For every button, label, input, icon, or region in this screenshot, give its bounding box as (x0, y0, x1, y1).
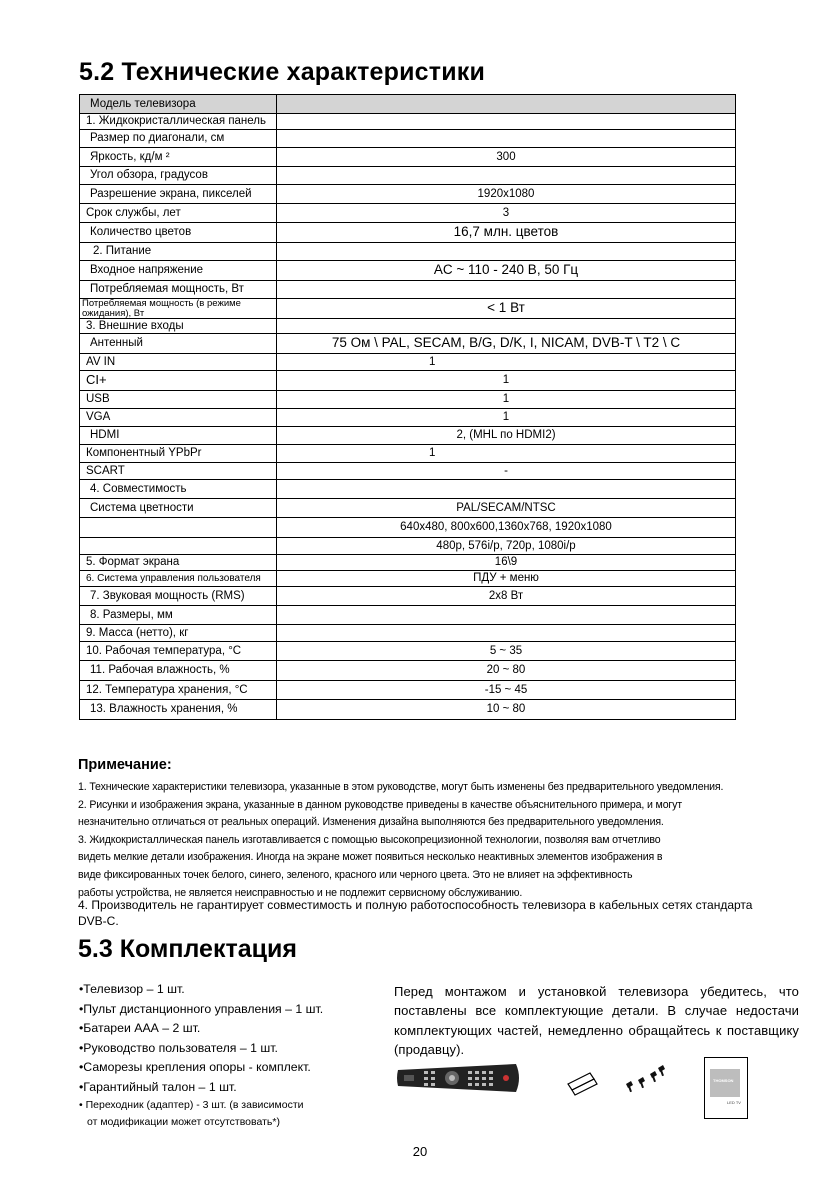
batteries-image (565, 1068, 601, 1096)
spec-value: PAL/SECAM/NTSC (277, 499, 736, 518)
note-line: видеть мелкие детали изображения. Иногда на экране может появиться несколько неактивных элементов изображения в (78, 851, 663, 864)
spec-row (80, 661, 736, 681)
spec-label: Срок службы, лет (80, 204, 277, 223)
spec-value: ПДУ + меню (277, 571, 736, 587)
spec-label: Модель телевизора (80, 95, 277, 114)
spec-label: 10. Рабочая температура, °C (80, 642, 277, 661)
spec-row (80, 95, 736, 114)
spec-label: USB (80, 391, 277, 409)
spec-label: HDMI (80, 427, 277, 445)
spec-row (80, 427, 736, 445)
spec-value: 2x8 Вт (277, 587, 736, 606)
spec-row (80, 371, 736, 391)
kit-item: •Батареи ААА – 2 шт. (79, 1021, 201, 1035)
spec-value: 1 (277, 371, 736, 391)
spec-label: Количество цветов (80, 223, 277, 243)
spec-row (80, 409, 736, 427)
kit-item: •Саморезы крепления опоры - комплект. (79, 1060, 311, 1074)
kit-item-adapter-note: от модификации может отсутствовать*) (87, 1116, 280, 1128)
spec-value: 5 ~ 35 (277, 642, 736, 661)
spec-row (80, 261, 736, 281)
spec-value: 3 (277, 204, 736, 223)
page-number: 20 (412, 1144, 428, 1159)
manual-brand: THOMSON (713, 1078, 734, 1083)
spec-row (80, 606, 736, 625)
spec-label: Разрешение экрана, пикселей (80, 185, 277, 204)
spec-row (80, 185, 736, 204)
kit-section-title: 5.3 Комплектация (78, 935, 297, 963)
kit-list (79, 980, 323, 1131)
spec-label: 9. Масса (нетто), кг (80, 625, 277, 642)
manual-subtitle: LED TV (727, 1100, 741, 1105)
spec-value: 10 ~ 80 (277, 700, 736, 720)
spec-value (277, 606, 736, 625)
spec-value: 300 (277, 148, 736, 167)
spec-value: 75 Ом \ PAL, SECAM, B/G, D/K, I, NICAM, DVB-T \ T2 \ C (277, 334, 736, 354)
spec-label: Антенный (80, 334, 277, 354)
spec-label: 13. Влажность хранения, % (80, 700, 277, 720)
spec-label: 12. Температура хранения, °C (80, 681, 277, 700)
note-line: виде фиксированных точек белого, синего, зеленого, красного или черного цвета. Это не влияет на эффективность (78, 868, 633, 881)
spec-row (80, 571, 736, 587)
kit-item: •Пульт дистанционного управления – 1 шт. (79, 1001, 324, 1016)
spec-row (80, 334, 736, 354)
spec-value: 20 ~ 80 (277, 661, 736, 681)
spec-value: 1 (277, 354, 736, 371)
spec-row (80, 555, 736, 571)
spec-value: 1 (277, 391, 736, 409)
spec-row (80, 130, 736, 148)
spec-value: -15 ~ 45 (277, 681, 736, 700)
kit-item: •Телевизор – 1 шт. (79, 982, 185, 996)
spec-row (80, 445, 736, 463)
spec-label: CI+ (80, 371, 277, 391)
kit-warning: Перед монтажом и установкой телевизора убедитесь, что поставлены все комплектующие детали. В случае недостачи комплектующих частей, немедленно обращайтесь к поставщику (продавцу). (394, 984, 799, 1057)
spec-row (80, 463, 736, 480)
note-line: 2. Рисунки и изображения экрана, указанные в данном руководстве приведены в качестве объяснительного примера, и могут (78, 798, 682, 811)
kit-item: •Руководство пользователя – 1 шт. (79, 1040, 278, 1055)
spec-label: Потребляемая мощность, Вт (80, 281, 277, 299)
spec-value (277, 281, 736, 299)
spec-row (80, 204, 736, 223)
spec-row (80, 642, 736, 661)
screws-image (622, 1064, 670, 1094)
spec-value (277, 95, 736, 114)
spec-label: Яркость, кд/м ² (80, 148, 277, 167)
spec-label: 6. Система управления пользователя (80, 571, 277, 587)
spec-row (80, 243, 736, 261)
notes-title: Примечание: (78, 757, 172, 773)
spec-value (277, 130, 736, 148)
spec-label: 11. Рабочая влажность, % (80, 661, 277, 681)
manual-image (704, 1057, 748, 1119)
spec-row (80, 167, 736, 185)
spec-label: 3. Внешние входы (80, 319, 277, 334)
note-4: 4. Производитель не гарантирует совместимость и полную работоспособность телевизора в кабельных сетях стандарта DVB-C. (78, 898, 753, 928)
spec-value: 640x480, 800x600,1360x768, 1920x1080 (277, 518, 736, 538)
spec-value: - (277, 463, 736, 480)
spec-row (80, 299, 736, 319)
spec-value: 480p, 576i/p, 720p, 1080i/p (277, 538, 736, 555)
spec-row (80, 499, 736, 518)
spec-row (80, 480, 736, 499)
spec-label: VGA (80, 409, 277, 427)
spec-value: < 1 Вт (277, 299, 736, 319)
spec-table (79, 94, 736, 720)
spec-value: 1 (277, 409, 736, 427)
spec-row (80, 148, 736, 167)
spec-label: Угол обзора, градусов (80, 167, 277, 185)
spec-value: 16,7 млн. цветов (277, 223, 736, 243)
spec-value (277, 167, 736, 185)
spec-label: 1. Жидкокристаллическая панель (80, 114, 277, 130)
spec-row (80, 391, 736, 409)
spec-row (80, 281, 736, 299)
spec-label (80, 518, 277, 538)
note-line: 1. Технические характеристики телевизора, указанные в этом руководстве, могут быть изменены без предварительного уведомления. (78, 781, 724, 793)
kit-item: •Гарантийный талон – 1 шт. (79, 1079, 237, 1094)
spec-row (80, 587, 736, 606)
spec-value (277, 625, 736, 642)
spec-value: 1920x1080 (277, 185, 736, 204)
spec-value: AC ~ 110 - 240 В, 50 Гц (277, 261, 736, 281)
spec-label: 7. Звуковая мощность (RMS) (80, 587, 277, 606)
spec-row (80, 114, 736, 130)
spec-label: 5. Формат экрана (80, 555, 277, 571)
spec-row (80, 538, 736, 555)
spec-row (80, 223, 736, 243)
spec-section-title: 5.2 Технические характеристики (79, 58, 486, 86)
spec-row (80, 518, 736, 538)
spec-value (277, 114, 736, 130)
spec-label: 8. Размеры, мм (80, 606, 277, 625)
spec-row (80, 354, 736, 371)
spec-label: SCART (80, 463, 277, 480)
spec-value (277, 243, 736, 261)
spec-label: Компонентный YPbPr (80, 445, 277, 463)
spec-label: 4. Совместимость (80, 480, 277, 499)
spec-label: AV IN (80, 354, 277, 371)
remote-control-image (394, 1062, 524, 1094)
note-line: 3. Жидкокристаллическая панель изготавливается с помощью высокопрецизионной технологии, позволяя вам отчетливо (78, 833, 661, 846)
spec-row (80, 700, 736, 720)
note-line: работы устройства, не является неисправностью и не подлежит сервисному обслуживанию. (78, 886, 523, 899)
spec-label: Входное напряжение (80, 261, 277, 281)
spec-label: Размер по диагонали, см (80, 130, 277, 148)
spec-value: 2, (MHL по HDMI2) (277, 427, 736, 445)
note-line: незначительно отличаться от реальных операций. Изменения дизайна выполняются без предварительного уведомления. (78, 816, 664, 829)
spec-label (80, 538, 277, 555)
spec-label: Потребляемая мощность (в режиме ожидания), Вт (80, 299, 277, 319)
spec-value (277, 480, 736, 499)
spec-label: Система цветности (80, 499, 277, 518)
spec-row (80, 681, 736, 700)
spec-value: 1 (277, 445, 736, 463)
spec-value (277, 319, 736, 334)
spec-row (80, 319, 736, 334)
spec-value: 16\9 (277, 555, 736, 571)
kit-item-adapter: • Переходник (адаптер) - 3 шт. (в зависимости (79, 1099, 304, 1111)
notes-list (78, 779, 798, 902)
spec-row (80, 625, 736, 642)
spec-label: 2. Питание (80, 243, 277, 261)
